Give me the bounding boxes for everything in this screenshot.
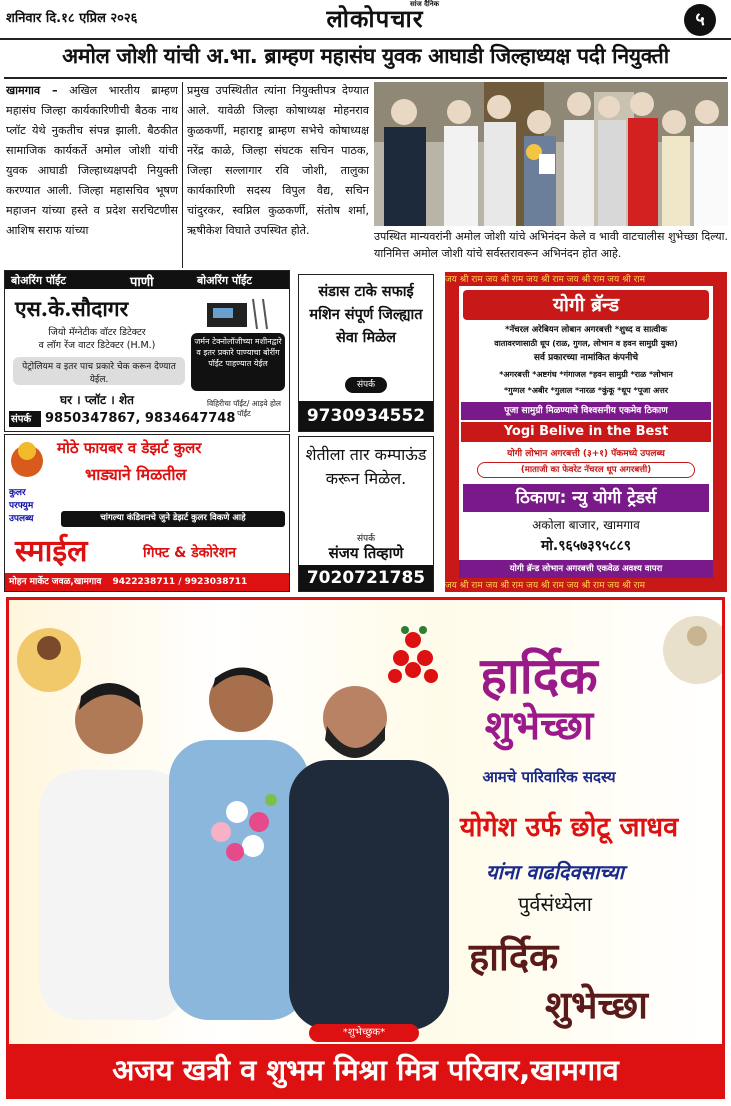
ad-yogi-line9: (माताजी का फेवरेट नॅचरल धूप अगरबत्ती) <box>477 462 695 478</box>
ad-toilet-phone: 9730934552 <box>299 401 433 431</box>
ad-borewell-name: एस.के.सौदागर <box>15 296 129 321</box>
article-photo <box>374 82 728 226</box>
banner-hardik-top: हार्दिक <box>480 646 598 705</box>
ad-fence <box>298 436 434 592</box>
ad-borewell-line2: व लॉग रेंज वाटर डिटेक्टर (H.M.) <box>38 340 156 351</box>
banner-name: योगेश उर्फ छोटू जाधव <box>459 812 679 843</box>
banner-wishers: अजय खत्री व शुभम मिश्रा मित्र परिवार,खामगाव <box>9 1044 722 1096</box>
ad-cooler-brand-suffix: गिफ्ट & डेकोरेशन <box>143 545 237 561</box>
ad-cooler-buy: चांगल्या कंडिशनचे जुने डेझर्ट कुलर विकणे आहे <box>61 511 285 527</box>
banner-shubh-bottom: शुभेच्छा <box>545 982 649 1027</box>
banner-hardik-bottom: हार्दिक <box>469 934 559 979</box>
ad-borewell <box>4 270 290 432</box>
page-number: ५ <box>684 4 716 36</box>
banner-wisher-label: *शुभेच्छुक* <box>309 1024 419 1042</box>
ad-borewell-top-right: बोअरिंग पॉईंट <box>197 274 252 287</box>
ad-borewell-types: घर । प्लॉट । शेत <box>59 393 134 407</box>
ad-yogi-line8: योगी लोभान अगरबत्ती (३+१) पॅकमध्ये उपलब्ध <box>507 449 665 459</box>
article-column-2: प्रमुख उपस्थितीत त्यांना नियुक्तीपत्र देण्यात आले. यावेळी जिल्हा कोषाध्यक्ष मोहनराव कुळकर्णी, महाराष्ट्र ब्राम्हण सभेचे कोषाध्यक्ष नरेंद्र काळे, जिल्हा संघटक सचिन पाठक, जिल्हा सल्लागार रवि जोशी, तालुका कार्यकारिणी सदस्य विपुल वैद्य, सचिन चांदुरकर, स्वप्निल कुळकर्णी, संतोष शर्मा, ऋषीकेश विघाते उपस्थित होते. <box>187 84 369 237</box>
banner-birthday: यांना वाढदिवसाच्या <box>486 860 624 884</box>
ad-cooler <box>4 434 290 592</box>
ad-yogi-border-top: जय श्री राम जय श्री राम जय श्री राम जय श्री राम जय श्री राम <box>445 275 646 285</box>
detector-machine-icon <box>201 295 279 331</box>
ad-yogi-line3: सर्व प्रकारच्या नामांकित कंपनीचे <box>533 353 639 363</box>
ad-borewell-top-left: बोअरिंग पॉईंट <box>11 274 66 287</box>
ad-yogi-line10: योगी ब्रॅन्ड लोभान अगरबत्ती एकवेळ अवश्य वापरा <box>459 560 713 578</box>
ad-yogi-line5: *गुग्गल *अबीर *गुलाल *नारळ *कुंकू *धूप *पूजा अत्तर <box>504 386 668 395</box>
ad-yogi-address: अकोला बाजार, खामगाव <box>532 518 640 532</box>
issue-date: शनिवार दि.१८ एप्रिल २०२६ <box>6 11 138 26</box>
ad-yogi-tagline: Yogi Belive in the Best <box>461 422 711 442</box>
ad-yogi-phone: मो.९६५७३९५८८९ <box>540 538 632 554</box>
group-photo <box>374 82 728 226</box>
ad-cooler-sub: कुलर परफ्युम उपलब्ध <box>9 488 34 524</box>
ad-yogi-line4: *अगरबत्ती *अष्टगंध *गंगाजल *हवन सामुग्री *राळ *लोभान <box>499 370 673 379</box>
ad-toilet <box>298 274 434 432</box>
masthead <box>0 0 731 40</box>
ad-fence-name: संजय तिव्हाणे <box>328 544 404 562</box>
headline-rule <box>4 77 727 79</box>
ad-yogi-line1: *नॅचरल अरेबियन लोबान अगरबत्ती *शुध्द व सात्वीक <box>505 325 667 335</box>
ad-borewell-note: पेट्रोलियम व इतर पाच प्रकारे चेक करून देण्यात येईल. <box>13 357 185 385</box>
newspaper-name: लोकोपचार <box>326 4 424 33</box>
ad-borewell-tech: जर्मन टेक्नोलॉजीच्या मशीनद्वारे व इतर प्रकारे पाण्याचा बोरींग पॉईंट पाहण्यात येईल <box>191 333 285 391</box>
birthday-banner <box>6 597 725 1099</box>
article-column-1 <box>6 81 178 269</box>
ad-borewell-topbar <box>5 271 289 289</box>
ad-yogi-shop: ठिकाण: न्यु योगी ट्रेडर्स <box>463 484 709 512</box>
photo-caption: उपस्थित मान्यवरांनी अमोल जोशी यांचे अभिनंदन केले व भावी वाटचालीस शुभेच्छा दिल्या. यानिमित्त अमोल जोशी यांचे सर्वस्तरावरून अभिनंदन होत आहे. <box>374 230 728 260</box>
article-column-1-text: अखिल भारतीय ब्राम्हण महासंघ जिल्हा कार्यकारिणीची बैठक नाथ प्लॉट येथे नुकतीच संपन्न झाली. बैठकीत सामाजिक कार्यकर्ते अमोल जोशी यांची युवक आघाडी जिल्हाध्यक्षपदी नियुक्ती करण्यात आली. जिल्हा महासचिव भूषण महाजन यांच्या हस्ते व प्रदेश सरचिटणीस आशिष सराफ यांच्या <box>6 84 178 237</box>
ad-fence-contact-label: संपर्क <box>356 534 376 544</box>
ad-borewell-bottom-note: विहिरीचा पॉईंट/ आड़वे होल पॉईंट <box>207 399 281 418</box>
hanuman-portrait-icon <box>7 439 47 485</box>
ad-toilet-contact-label: संपर्क <box>345 377 387 393</box>
ad-yogi-line6: पूजा सामुग्री मिळण्याचे विश्वसनीय एकमेव ठिकाण <box>461 402 711 420</box>
ad-fence-phone: 7020721785 <box>299 565 433 591</box>
banner-family: आमचे पारिवारिक सदस्य <box>482 768 616 786</box>
ad-fence-text: शेतीला तार कम्पाऊंड करून मिळेल. <box>305 445 427 488</box>
column-divider <box>182 82 183 268</box>
ad-yogi-brand: योगी ब्रॅन्ड <box>463 290 709 320</box>
ad-yogi <box>445 272 727 592</box>
banner-eve: पुर्वसंध्येला <box>518 892 592 916</box>
ad-yogi-line2: वातावरणासाठी धूप (राळ, गुगल, लोभान व हवन सामुग्री युक्त) <box>494 339 678 348</box>
ad-borewell-top-mid: पाणी <box>130 275 154 290</box>
ad-cooler-brand: स्माईल <box>15 534 88 569</box>
article-dateline: खामगाव – <box>6 84 58 97</box>
ad-borewell-phones: 9850347867, 9834647748 <box>45 411 236 426</box>
ad-borewell-line1: जियो मॅग्नेटीक वॉटर डिटेक्टर <box>48 327 146 338</box>
ad-cooler-title: मोठे फायबर व डेझर्ट कुलर <box>57 439 202 457</box>
ad-yogi-panel <box>459 286 713 578</box>
ad-cooler-footer <box>5 573 289 591</box>
banner-shubh-top: शुभेच्छा <box>484 702 594 749</box>
newspaper-tagline: सांज दैनिक <box>410 0 439 8</box>
ad-yogi-border-bottom: जय श्री राम जय श्री राम जय श्री राम जय श्री राम जय श्री राम <box>445 581 646 591</box>
article-headline: अमोल जोशी यांची अ.भा. ब्राम्हण महासंघ युवक आघाडी जिल्हाध्यक्ष पदी नियुक्ती <box>62 44 669 68</box>
ad-cooler-phones: 9422238711 / 9923038711 <box>112 577 248 587</box>
ad-cooler-rent: भाड्याने मिळतील <box>85 465 187 484</box>
ad-toilet-text: संडास टाके सफाई मशिन संपूर्ण जिल्ह्यात सेवा मिळेल <box>309 284 423 346</box>
ad-borewell-contact-label: संपर्क <box>9 411 41 427</box>
ad-cooler-address: मोहन मार्केट जवळ,खामगाव <box>9 577 102 587</box>
